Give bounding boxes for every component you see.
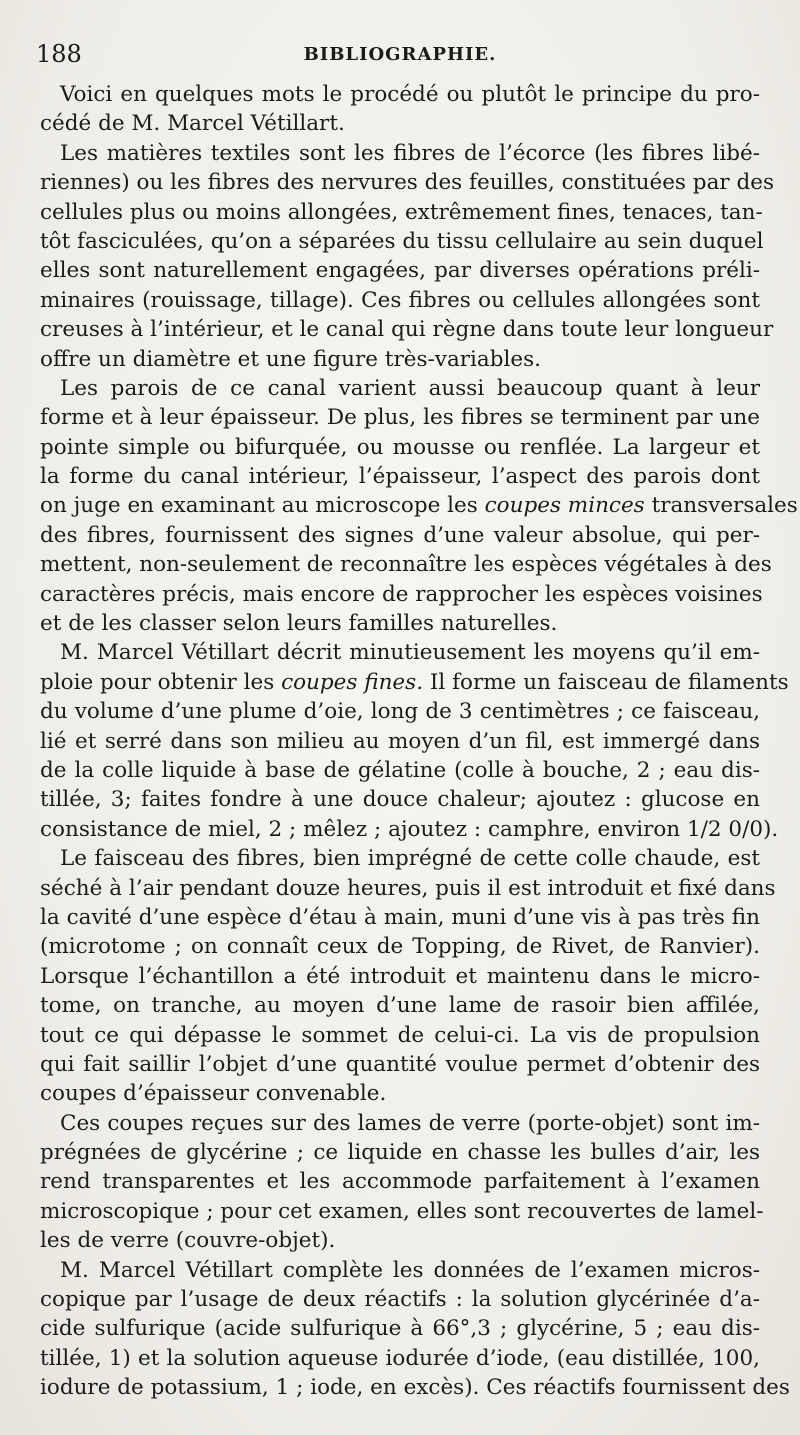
text-line: Le faisceau des fibres, bien imprégné de cette colle chaude, est	[60, 846, 760, 872]
text-line: consistance de miel, 2 ; mêlez ; ajoutez : camphre, environ 1/2 0/0).	[40, 816, 779, 842]
body-text	[40, 80, 798, 1403]
text-line: et de les classer selon leurs familles naturelles.	[40, 611, 558, 637]
text-line: M. Marcel Vétillart décrit minutieusement les moyens qu’il em-	[60, 640, 760, 666]
text-line: de la colle liquide à base de gélatine (colle à bouche, 2 ; eau dis-	[40, 757, 760, 783]
text-line: Voici en quelques mots le procédé ou plutôt le principe du pro-	[60, 82, 760, 107]
text-line: forme et à leur épaisseur. De plus, les fibres se terminent par une	[40, 405, 760, 431]
text-line	[40, 491, 798, 520]
text-line: offre un diamètre et une figure très-variables.	[40, 346, 541, 372]
text-line: cide sulfurique (acide sulfurique à 66°,3 ; glycérine, 5 ; eau dis-	[40, 1316, 760, 1342]
text-line: prégnées de glycérine ; ce liquide en chasse les bulles d’air, les	[40, 1140, 760, 1166]
text-line: des fibres, fournissent des signes d’une valeur absolue, qui per-	[40, 522, 760, 548]
text-fragment: Il forme un faisceau de filaments	[423, 669, 789, 695]
text-fragment: on juge en examinant au microscope les	[40, 493, 485, 519]
italic-term: coupes fines.	[281, 669, 424, 695]
text-line: riennes) ou les fibres des nervures des feuilles, constituées par des	[40, 170, 775, 196]
text-line: séché à l’air pendant douze heures, puis il est introduit et fixé dans	[40, 875, 776, 901]
text-line: iodure de potassium, 1 ; iode, en excès). Ces réactifs fournissent des	[40, 1375, 790, 1401]
text-line: Lorsque l’échantillon a été introduit et maintenu dans le micro-	[40, 963, 760, 989]
text-line: cellules plus ou moins allongées, extrêmement fines, tenaces, tan-	[40, 199, 763, 225]
page-number: 188	[36, 40, 82, 68]
text-line: elles sont naturellement engagées, par diverses opérations préli-	[40, 258, 760, 284]
running-head: BIBLIOGRAPHIE.	[303, 44, 497, 65]
text-line: la cavité d’une espèce d’étau à main, muni d’une vis à pas très fin	[40, 904, 760, 930]
text-line: (microtome ; on connaît ceux de Topping, de Rivet, de Ranvier).	[40, 934, 760, 960]
text-line: pointe simple ou bifurquée, ou mousse ou renflée. La largeur et	[40, 434, 760, 460]
text-line: lié et serré dans son milieu au moyen d’un fil, est immergé dans	[40, 728, 760, 754]
italic-term: coupes minces	[484, 493, 645, 519]
text-line: copique par l’usage de deux réactifs : la solution glycérinée d’a-	[40, 1287, 760, 1313]
text-line: coupes d’épaisseur convenable.	[40, 1081, 387, 1107]
text-fragment: ploie pour obtenir les	[40, 669, 282, 695]
text-line: M. Marcel Vétillart complète les données de l’examen micros-	[60, 1257, 760, 1283]
text-line: tout ce qui dépasse le sommet de celui-ci. La vis de propulsion	[40, 1022, 760, 1048]
text-fragment: transversales	[644, 493, 798, 519]
text-line: du volume d’une plume d’oie, long de 3 centimètres ; ce faisceau,	[40, 699, 760, 725]
text-line	[40, 668, 789, 697]
text-line: microscopique ; pour cet examen, elles sont recouvertes de lamel-	[40, 1198, 764, 1224]
text-line: tome, on tranche, au moyen d’une lame de rasoir bien affilée,	[40, 993, 760, 1019]
text-line: les de verre (couvre-objet).	[40, 1228, 336, 1254]
text-line: Les parois de ce canal varient aussi beaucoup quant à leur	[60, 375, 760, 401]
text-line: creuses à l’intérieur, et le canal qui règne dans toute leur longueur	[40, 317, 774, 343]
text-line: rend transparentes et les accommode parfaitement à l’examen	[40, 1169, 760, 1195]
text-line: tôt fasciculées, qu’on a séparées du tissu cellulaire au sein duquel	[40, 228, 764, 254]
text-line: la forme du canal intérieur, l’épaisseur, l’aspect des parois dont	[40, 464, 760, 490]
text-line: caractères précis, mais encore de rapprocher les espèces voisines	[40, 581, 763, 607]
text-line: Les matières textiles sont les fibres de l’écorce (les fibres libé-	[60, 140, 760, 166]
text-line: qui fait saillir l’objet d’une quantité voulue permet d’obtenir des	[40, 1051, 760, 1077]
text-line: Ces coupes reçues sur des lames de verre (porte-objet) sont im-	[60, 1110, 760, 1136]
text-line: mettent, non-seulement de reconnaître les espèces végétales à des	[40, 552, 772, 578]
page-header	[36, 40, 764, 70]
text-line: minaires (rouissage, tillage). Ces fibres ou cellules allongées sont	[40, 287, 760, 313]
text-line: tillée, 1) et la solution aqueuse iodurée d’iode, (eau distillée, 100,	[40, 1345, 760, 1371]
text-line: cédé de M. Marcel Vétillart.	[40, 111, 345, 137]
text-line: tillée, 3; faites fondre à une douce chaleur; ajoutez : glucose en	[40, 787, 760, 813]
